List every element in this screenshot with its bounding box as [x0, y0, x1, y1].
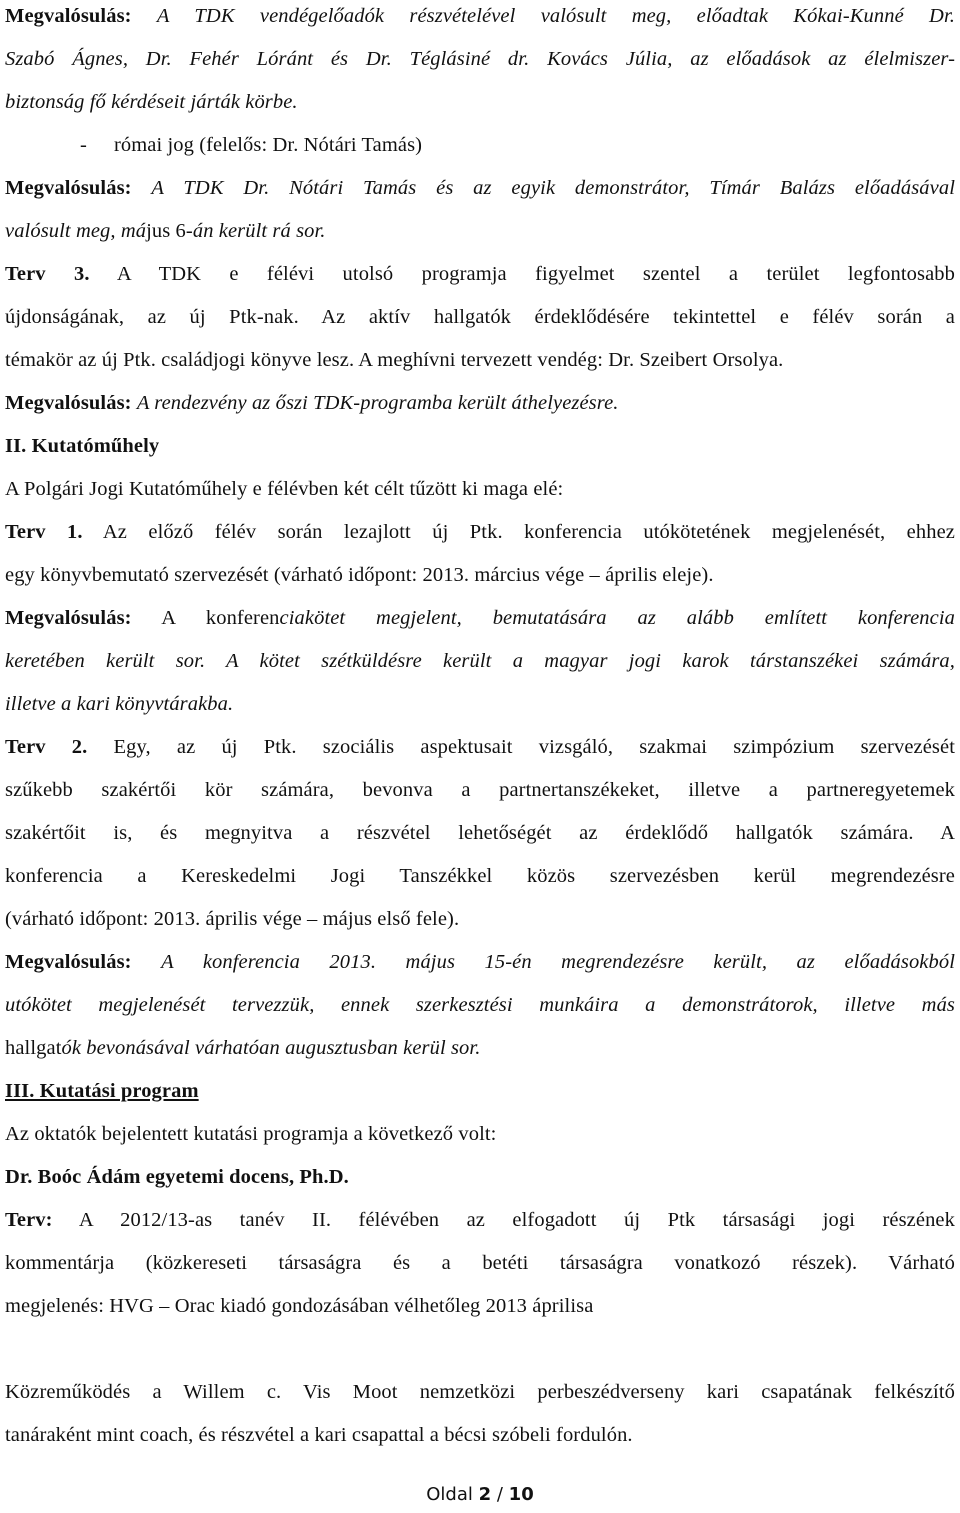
footer-prefix: Oldal: [426, 1484, 479, 1505]
paragraph-line: [5, 45, 955, 73]
paragraph-line: [5, 518, 955, 546]
heading-text: II. Kutatóműhely: [5, 435, 160, 457]
paragraph-line: [5, 647, 955, 675]
paragraph-line: [5, 1034, 955, 1062]
paragraph-line: [5, 948, 955, 976]
text: A TDK vendégelőadók részvételével valósult meg, előadtak Kókai-Kunné Dr.: [156, 5, 955, 27]
text: A Polgári Jogi Kutatóműhely e félévben két célt tűzött ki maga elé:: [5, 478, 564, 500]
paragraph-line: [5, 1120, 955, 1148]
paragraph-line: [5, 389, 955, 417]
text: egy könyvbemutató szervezését (várható időpont: 2013. március vége – április eleje).: [5, 564, 714, 586]
text: konferencia a Kereskedelmi Jogi Tanszékkel közös szervezésben kerül megrendezésre: [5, 865, 955, 887]
text: A TDK e félévi utolsó programja figyelmet szentel a terület legfontosabb: [116, 263, 955, 285]
paragraph-line: [5, 475, 955, 503]
paragraph-line: [5, 1421, 955, 1449]
paragraph-line: [5, 604, 955, 632]
paragraph-line: [5, 346, 955, 374]
paragraph-line: [5, 1249, 955, 1277]
text: hallgat: [5, 1037, 62, 1059]
paragraph-line: [5, 174, 955, 202]
paragraph-line: [5, 217, 955, 245]
text: utókötet megjelenését tervezzük, ennek szerkesztési munkáira a demonstrátorok, illetve más: [5, 994, 955, 1016]
paragraph-line: [5, 88, 955, 116]
text: A rendezvény az őszi TDK-programba került áthelyezésre.: [136, 392, 619, 414]
text: római jog (felelős: Dr. Nótári Tamás): [113, 134, 423, 156]
text: keretében került sor. A kötet szétküldésre került a magyar jogi karok társtanszékei számára,: [5, 650, 955, 672]
current-page-number: 2: [478, 1484, 492, 1505]
text: tanáraként mint coach, és részvétel a kari csapattal a bécsi szóbeli fordulón.: [5, 1424, 633, 1446]
person-heading: [5, 1163, 955, 1191]
paragraph-line: [5, 991, 955, 1019]
text: Szabó Ágnes, Dr. Fehér Lóránt és Dr. Téglásiné dr. Kovács Júlia, az előadások az élelmiszer-: [5, 48, 955, 70]
label-terv: Terv 2.: [5, 736, 88, 758]
label-terv: Terv 3.: [5, 263, 90, 285]
label-megvalosulas: Megvalósulás:: [5, 951, 132, 973]
page-footer: [0, 1484, 960, 1505]
paragraph-line: [5, 561, 955, 589]
text: valósult meg, má: [5, 220, 147, 242]
label-megvalosulas: Megvalósulás:: [5, 5, 132, 27]
total-page-count: 10: [508, 1484, 534, 1505]
text: illetve a kari könyvtárakba.: [5, 693, 234, 715]
text: Az előző félév során lezajlott új Ptk. konferencia utókötetének megjelenését, ehhez: [102, 521, 955, 543]
paragraph-line: [5, 1378, 955, 1406]
label-megvalosulas: Megvalósulás:: [5, 607, 132, 629]
label-terv: Terv 1.: [5, 521, 83, 543]
paragraph-line: [5, 260, 955, 288]
text: (várható időpont: 2013. április vége – május első fele).: [5, 908, 460, 930]
heading-text: Dr. Boóc Ádám egyetemi docens, Ph.D.: [5, 1166, 349, 1188]
text: szűkebb szakértői kör számára, bevonva a partnertanszékeket, illetve a partneregyetemek: [5, 779, 955, 801]
paragraph-line: [5, 905, 955, 933]
text: Egy, az új Ptk. szociális aspektusait vizsgáló, szakmai szimpózium szervezését: [113, 736, 955, 758]
paragraph-line: [5, 690, 955, 718]
text: kommentárja (közkereseti társaságra és a betéti társaságra vonatkozó részek). Várható: [5, 1252, 955, 1274]
text: jus 6-: [146, 220, 193, 242]
text: ciakötet megjelent, bemutatására az alább említett konferencia: [279, 607, 955, 629]
text: újdonságának, az új Ptk-nak. Az aktív hallgatók érdeklődésére tekintettel e félév során a: [5, 306, 955, 328]
heading-text: III. Kutatási program: [5, 1080, 199, 1102]
text: án került rá sor.: [192, 220, 326, 242]
text: szakértőit is, és megnyitva a részvétel lehetőségét az érdeklődő hallgatók számára. A: [5, 822, 955, 844]
label-megvalosulas: Megvalósulás:: [5, 392, 132, 414]
text: Közreműködés a Willem c. Vis Moot nemzetközi perbeszédverseny kari csapatának felkészítő: [5, 1381, 955, 1403]
section-heading: [5, 432, 955, 460]
label-terv: Terv:: [5, 1209, 53, 1231]
paragraph-line: [5, 2, 955, 30]
list-item: [80, 131, 960, 159]
text: témakör az új Ptk. családjogi könyve lesz. A meghívni tervezett vendég: Dr. Szeibert Orsolya.: [5, 349, 784, 371]
text: A konferen: [161, 607, 280, 629]
text: biztonság fő kérdéseit járták körbe.: [5, 91, 298, 113]
text: A 2012/13-as tanév II. félévében az elfogadott új Ptk társasági jogi részének: [78, 1209, 955, 1231]
section-heading: [5, 1077, 955, 1105]
footer-separator: /: [491, 1484, 509, 1505]
label-megvalosulas: Megvalósulás:: [5, 177, 132, 199]
list-dash: -: [80, 134, 87, 156]
text: Az oktatók bejelentett kutatási programja a következő volt:: [5, 1123, 497, 1145]
paragraph-line: [5, 303, 955, 331]
paragraph-line: [5, 819, 955, 847]
text: A TDK Dr. Nótári Tamás és az egyik demonstrátor, Tímár Balázs előadásával: [151, 177, 955, 199]
text: megjelenés: HVG – Orac kiadó gondozásában vélhetőleg 2013 áprilisa: [5, 1295, 594, 1317]
paragraph-line: [5, 733, 955, 761]
paragraph-line: [5, 862, 955, 890]
paragraph-line: [5, 1206, 955, 1234]
paragraph-line: [5, 776, 955, 804]
text: A konferencia 2013. május 15-én megrendezésre került, az előadásokból: [161, 951, 955, 973]
paragraph-line: [5, 1292, 955, 1320]
text: ók bevonásával várhatóan augusztusban kerül sor.: [61, 1037, 481, 1059]
